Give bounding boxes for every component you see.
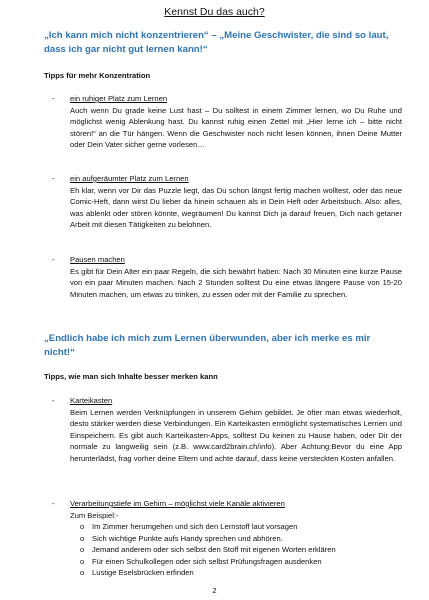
list-item-text: Für einen Schulkollegen oder sich selbst Prüfungsfragen ausdenken — [92, 556, 322, 566]
bullet-marker: o — [80, 522, 85, 531]
dash-marker: - — [52, 499, 55, 508]
bullet-marker: o — [80, 533, 85, 543]
tip-heading: ein ruhiger Platz zum Lernen — [70, 94, 168, 103]
tip-heading: Verarbeitungstiefe im Gehirn – möglichst viele Kanäle aktivieren — [70, 499, 285, 508]
bullet-marker: o — [80, 545, 85, 554]
tip-item — [52, 173, 402, 231]
tip-item — [52, 93, 402, 151]
tip-item — [52, 498, 402, 579]
tip-intro: Zum Beispiel:- — [70, 510, 119, 520]
list-item — [80, 567, 402, 579]
tip-item — [52, 254, 402, 300]
bullet-marker: o — [80, 568, 85, 577]
page-number: 2 — [212, 586, 217, 595]
list-item — [80, 544, 402, 556]
section2-quote: „Endlich habe ich mich zum Lernen überwunden, aber ich merke es mir nicht!“ — [44, 333, 371, 358]
dash-marker: - — [52, 94, 55, 103]
tip-body: Eh klar, wenn vor Dir das Puzzle liegt, das Du schon längst fertig machen wolltest, oder das neue Comic-Heft, dann wirst Du lieber da hinein schauen als in Dein Heft oder Arbeitsbuch. Also: alles, was ablenkt oder stören könnte, wegräumen! Du kannst Dich ja darauf freuen, Dich nach getaner Arbeit mit diesen Tätigkeiten zu belohnen. — [70, 185, 402, 229]
list-item-text: Sich wichtige Punkte aufs Handy sprechen und abhören. — [92, 533, 283, 543]
list-item-text: Lustige Eselsbrücken erfinden — [92, 568, 194, 577]
list-item-text: Im Zimmer herumgehen und sich den Lernstoff laut vorsagen — [92, 522, 298, 531]
tip-body: Auch wenn Du grade keine Lust hast – Du solltest in einem Zimmer lernen, wo Du Ruhe und möglichst wenig Ablenkung hast. Du kannst ruhig einen Zettel mit „Hier lerne ich – bitte nicht stören!“ an die Tür hängen. Wenn die Geschwister noch nicht lesen können, ihnen Deine Mutter oder Dein Vater sicher gerne vorlesen… — [70, 105, 402, 149]
list-item-text: Jemand anderem oder sich selbst den Stoff mit eigenen Worten erklären — [92, 545, 336, 554]
page-title: Kennst Du das auch? — [164, 6, 265, 18]
dash-marker: - — [52, 255, 55, 264]
dash-marker: - — [52, 396, 55, 405]
tip-body: Beim Lernen werden Verknüpfungen in unserem Gehirn gebildet. Je öfter man etwas wiederholt, desto stärker werden diese Verbindungen. Ein Karteikasten ermöglicht systematisches Lernen und Einspeichern. Es gibt auch Karteikasten-Apps, solltest Du keinen zu Hause haben, oder Dir der normale zu langweilig sein (z.B. www.card2brain.ch/info). Aber Achtung:Bevor du eine App herunterlädst, frag vorher deine Eltern und achte darauf, dass keine versteckten Kosten anfallen. — [70, 407, 402, 463]
section1-subheading: Tipps für mehr Konzentration — [44, 71, 151, 80]
list-item — [80, 556, 402, 568]
tip-body: Es gibt für Dein Alter ein paar Regeln, die sich bewährt haben: Nach 30 Minuten eine kurze Pause von ein paar Minuten machen. Nach 2 Stunden solltest Du eine etwas längere Pause von 15-20 Minuten machen, um etwas zu trinken, zu essen oder mit der Familie zu sprechen. — [70, 266, 402, 299]
bullet-marker: o — [80, 556, 85, 566]
tip-item — [52, 395, 402, 464]
dash-marker: - — [52, 174, 55, 183]
tip-heading: Pausen machen — [70, 255, 125, 264]
tip-heading: ein aufgeräumter Platz zum Lernen — [70, 174, 189, 183]
list-item — [80, 521, 402, 533]
list-item — [80, 533, 402, 545]
section1-quote: „Ich kann mich nicht konzentrieren“ – „Meine Geschwister, die sind so laut, dass ich gar nicht gut lernen kann!“ — [44, 30, 389, 55]
tip-heading: Karteikasten — [70, 396, 113, 405]
section2-subheading: Tipps, wie man sich Inhalte besser merken kann — [44, 372, 218, 381]
